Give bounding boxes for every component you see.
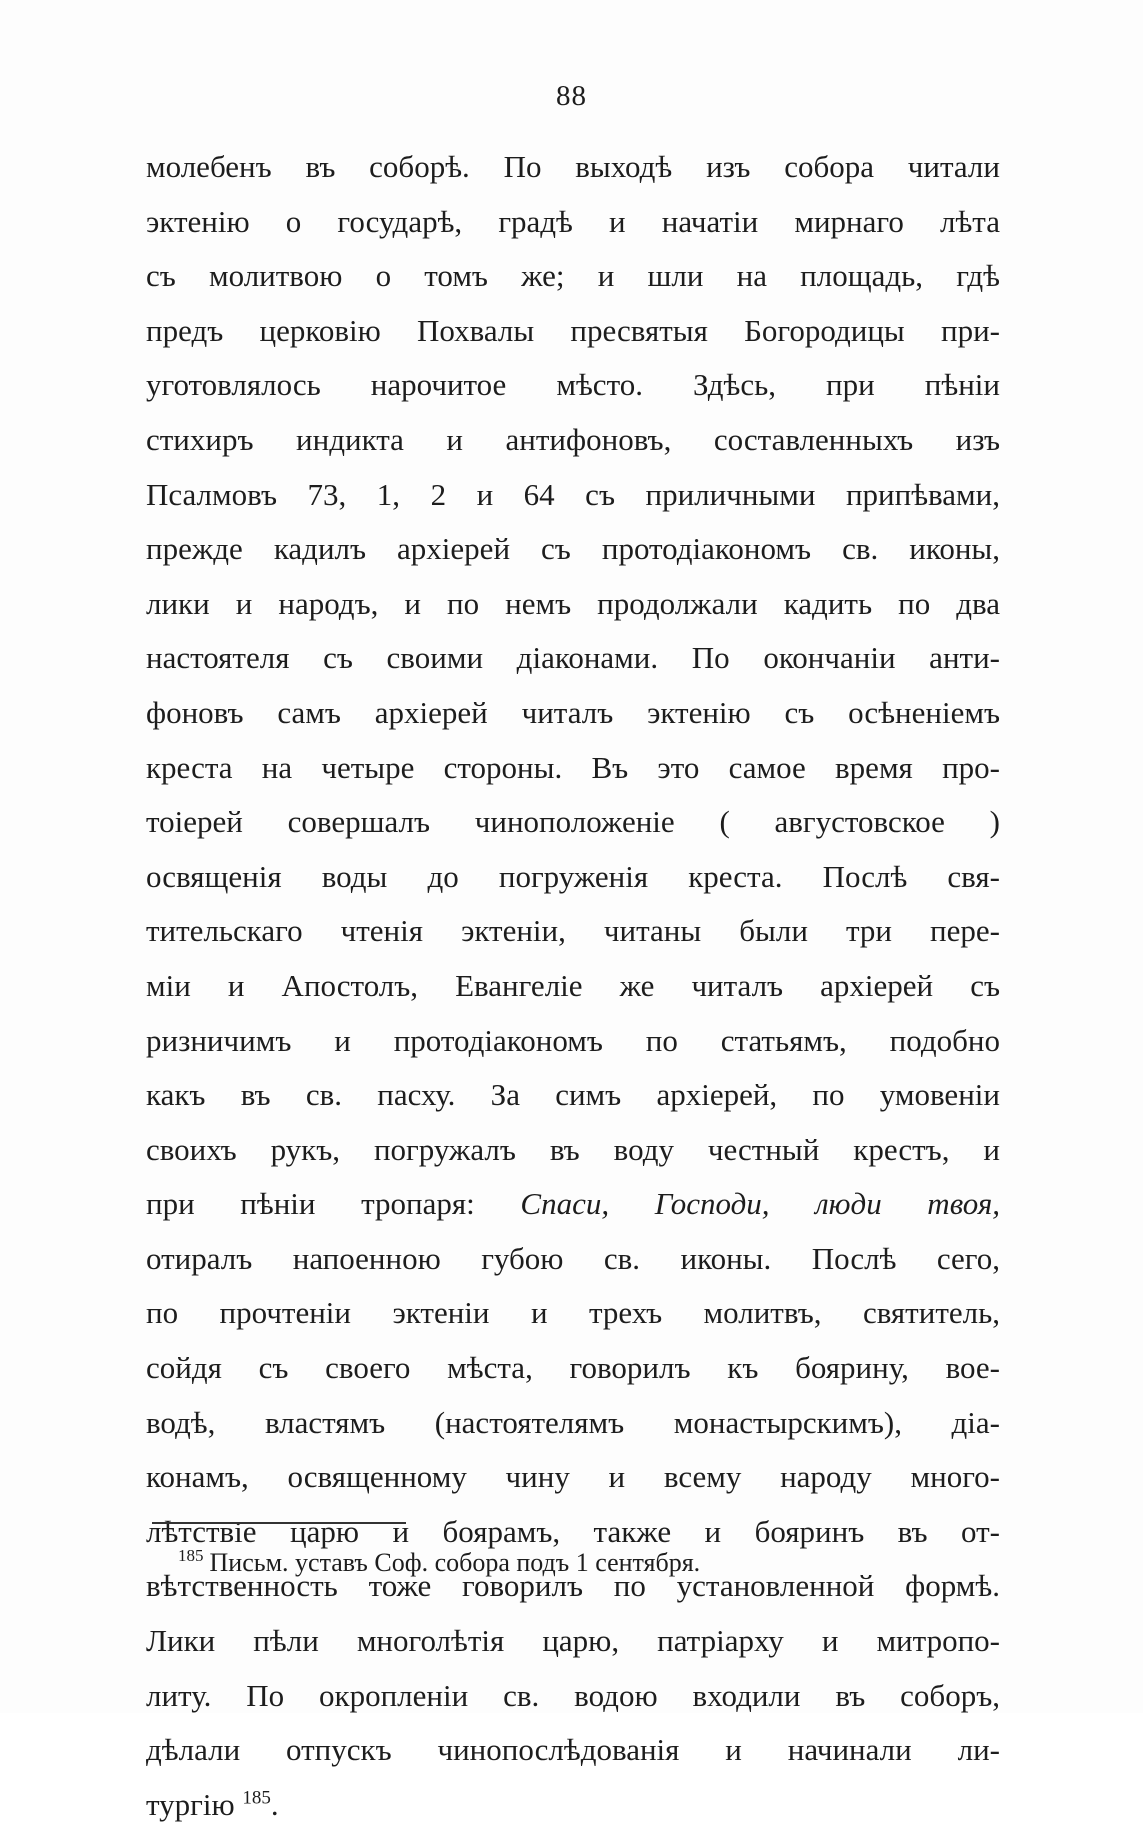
footnote-text: Письм. уставъ Соф. собора подъ 1 сентября. (209, 1548, 701, 1577)
text-line: ризничимъ и протодіакономъ по статьямъ, подобно (146, 1022, 1000, 1058)
text-line: лѣтствіе царю и боярамъ, также и бояринъ въ от- (146, 1513, 1000, 1549)
footnote (178, 1546, 700, 1580)
text-line: эктенію о государѣ, градѣ и начатіи мирнаго лѣта (146, 203, 1000, 239)
text-line: конамъ, освященному чину и всему народу много- (146, 1459, 1000, 1495)
text-line: Псалмовъ 73, 1, 2 и 64 съ приличными припѣвами, (146, 476, 1000, 512)
text-line: прежде кадилъ архіерей съ протодіакономъ св. иконы, (146, 531, 1000, 567)
text-line: уготовлялось нарочитое мѣсто. Здѣсь, при пѣніи (146, 367, 1000, 403)
text-line: тоіерей совершалъ чиноположеніе ( августовское ) (146, 804, 1000, 840)
text-line-last (146, 1778, 1000, 1832)
footnote-mark: 185 (178, 1546, 204, 1566)
text-line: освященія воды до погруженія креста. Послѣ свя- (146, 858, 1000, 894)
text-line: съ молитвою о томъ же; и шли на площадь, гдѣ (146, 258, 1000, 294)
text-line: креста на четыре стороны. Въ это самое время про- (146, 749, 1000, 785)
text-line: отиралъ напоенною губою св. иконы. Послѣ сего, (146, 1240, 1000, 1276)
text-line-start: при пѣніи тропаря: (146, 1186, 475, 1222)
last-line-end: . (270, 1786, 279, 1822)
text-line: своихъ рукъ, погружалъ въ воду честный крестъ, и (146, 1131, 1000, 1167)
text-line: дѣлали отпускъ чинопослѣдованія и начинали ли- (146, 1732, 1000, 1768)
text-line: водѣ, властямъ (настоятелямъ монастырскимъ), діа- (146, 1404, 1000, 1440)
footnote-divider (152, 1522, 406, 1524)
last-line-text: тургію (146, 1786, 235, 1822)
text-line: Лики пѣли многолѣтія царю, патріарху и митропо- (146, 1623, 1000, 1659)
text-line: литу. По окропленіи св. водою входили въ соборъ, (146, 1677, 1000, 1713)
text-line: сойдя съ своего мѣста, говорилъ къ боярину, вое- (146, 1350, 1000, 1386)
text-line: стихиръ индикта и антифоновъ, составленныхъ изъ (146, 421, 1000, 457)
text-line: вѣтственность тоже говорилъ по установленной формѣ. (146, 1568, 1000, 1604)
text-line: молебенъ въ соборѣ. По выходѣ изъ собора читали (146, 149, 1000, 184)
footnote-reference[interactable]: 185 (242, 1787, 271, 1809)
page-number: 88 (556, 80, 587, 112)
text-line: настоятеля съ своими діаконами. По окончаніи анти- (146, 640, 1000, 676)
text-line: предъ церковію Похвалы пресвятыя Богородицы при- (146, 312, 1000, 348)
text-line: по прочтеніи эктеніи и трехъ молитвъ, святитель, (146, 1295, 1000, 1331)
italic-quote: Спаси, Господи, люди твоя, (520, 1186, 1000, 1222)
text-line: лики и народъ, и по немъ продолжали кадить по два (146, 585, 1000, 621)
text-line: какъ въ св. пасху. За симъ архіерей, по умовеніи (146, 1077, 1000, 1113)
text-line-italic-quote (146, 1177, 1000, 1232)
text-line: міи и Апостолъ, Евангеліе же читалъ архіерей съ (146, 967, 1000, 1003)
text-line: фоновъ самъ архіерей читалъ эктенію съ осѣненіемъ (146, 694, 1000, 730)
text-line: тительскаго чтенія эктеніи, читаны были три пере- (146, 913, 1000, 949)
